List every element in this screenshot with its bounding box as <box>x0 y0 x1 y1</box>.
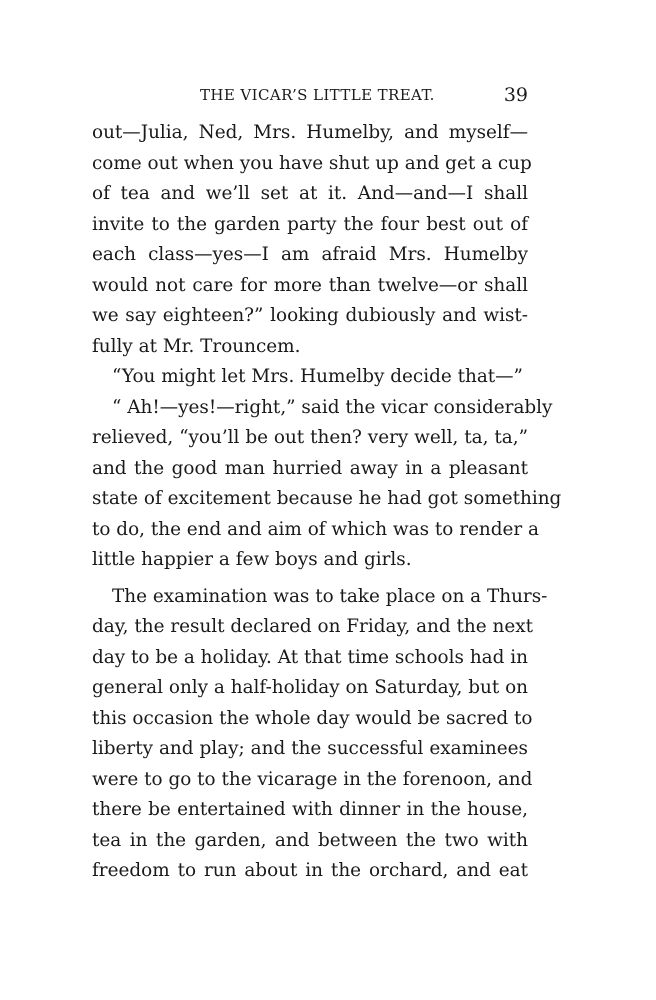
text-line: liberty and play; and the successful examinees <box>92 738 528 759</box>
text-line: we say eighteen?” looking dubiously and wist- <box>92 305 528 326</box>
text-line: The examination was to take place on a Thurs- <box>112 585 548 607</box>
text-line: “You might let Mrs. Humelby decide that—” <box>112 366 523 387</box>
paragraph <box>92 362 528 393</box>
text-line: relieved, “you’ll be out then? very well, ta, ta,” <box>92 427 528 448</box>
text-line: invite to the garden party the four best out of <box>92 213 528 235</box>
text-line: day to be a holiday. At that time schools had in <box>92 646 528 668</box>
body-text <box>92 118 562 887</box>
paragraph <box>92 118 532 362</box>
paragraph <box>92 582 548 887</box>
text-line: tea in the garden, and between the two with <box>92 829 528 851</box>
text-line: come out when you have shut up and get a cup <box>92 152 532 174</box>
page-header <box>92 86 528 108</box>
text-line: little happier a few boys and girls. <box>92 549 412 570</box>
text-line: to do, the end and aim of which was to render a <box>92 518 539 540</box>
text-line: general only a half-holiday on Saturday, but on <box>92 677 528 698</box>
text-line: and the good man hurried away in a pleasant <box>92 457 528 479</box>
text-line: “ Ah!—yes!—right,” said the vicar considerably <box>112 396 553 418</box>
text-line: state of excitement because he had got something <box>92 488 562 509</box>
text-line: freedom to run about in the orchard, and eat <box>92 860 528 881</box>
text-line: there be entertained with dinner in the house, <box>92 799 528 820</box>
text-line: of tea and we’ll set at it. And—and—I shall <box>92 183 528 204</box>
text-line: out—Julia, Ned, Mrs. Humelby, and myself— <box>92 122 528 143</box>
text-line: would not care for more than twelve—or shall <box>92 274 528 296</box>
text-line: day, the result declared on Friday, and the next <box>92 616 533 637</box>
page-number: 39 <box>503 84 528 106</box>
text-line: were to go to the vicarage in the forenoon, and <box>92 768 533 790</box>
paragraph <box>92 393 562 576</box>
text-line: fully at Mr. Trouncem. <box>92 335 301 357</box>
text-line: each class—yes—I am afraid Mrs. Humelby <box>92 244 528 265</box>
running-title: THE VICAR’S LITTLE TREAT. <box>200 86 435 104</box>
text-line: this occasion the whole day would be sacred to <box>92 707 533 729</box>
